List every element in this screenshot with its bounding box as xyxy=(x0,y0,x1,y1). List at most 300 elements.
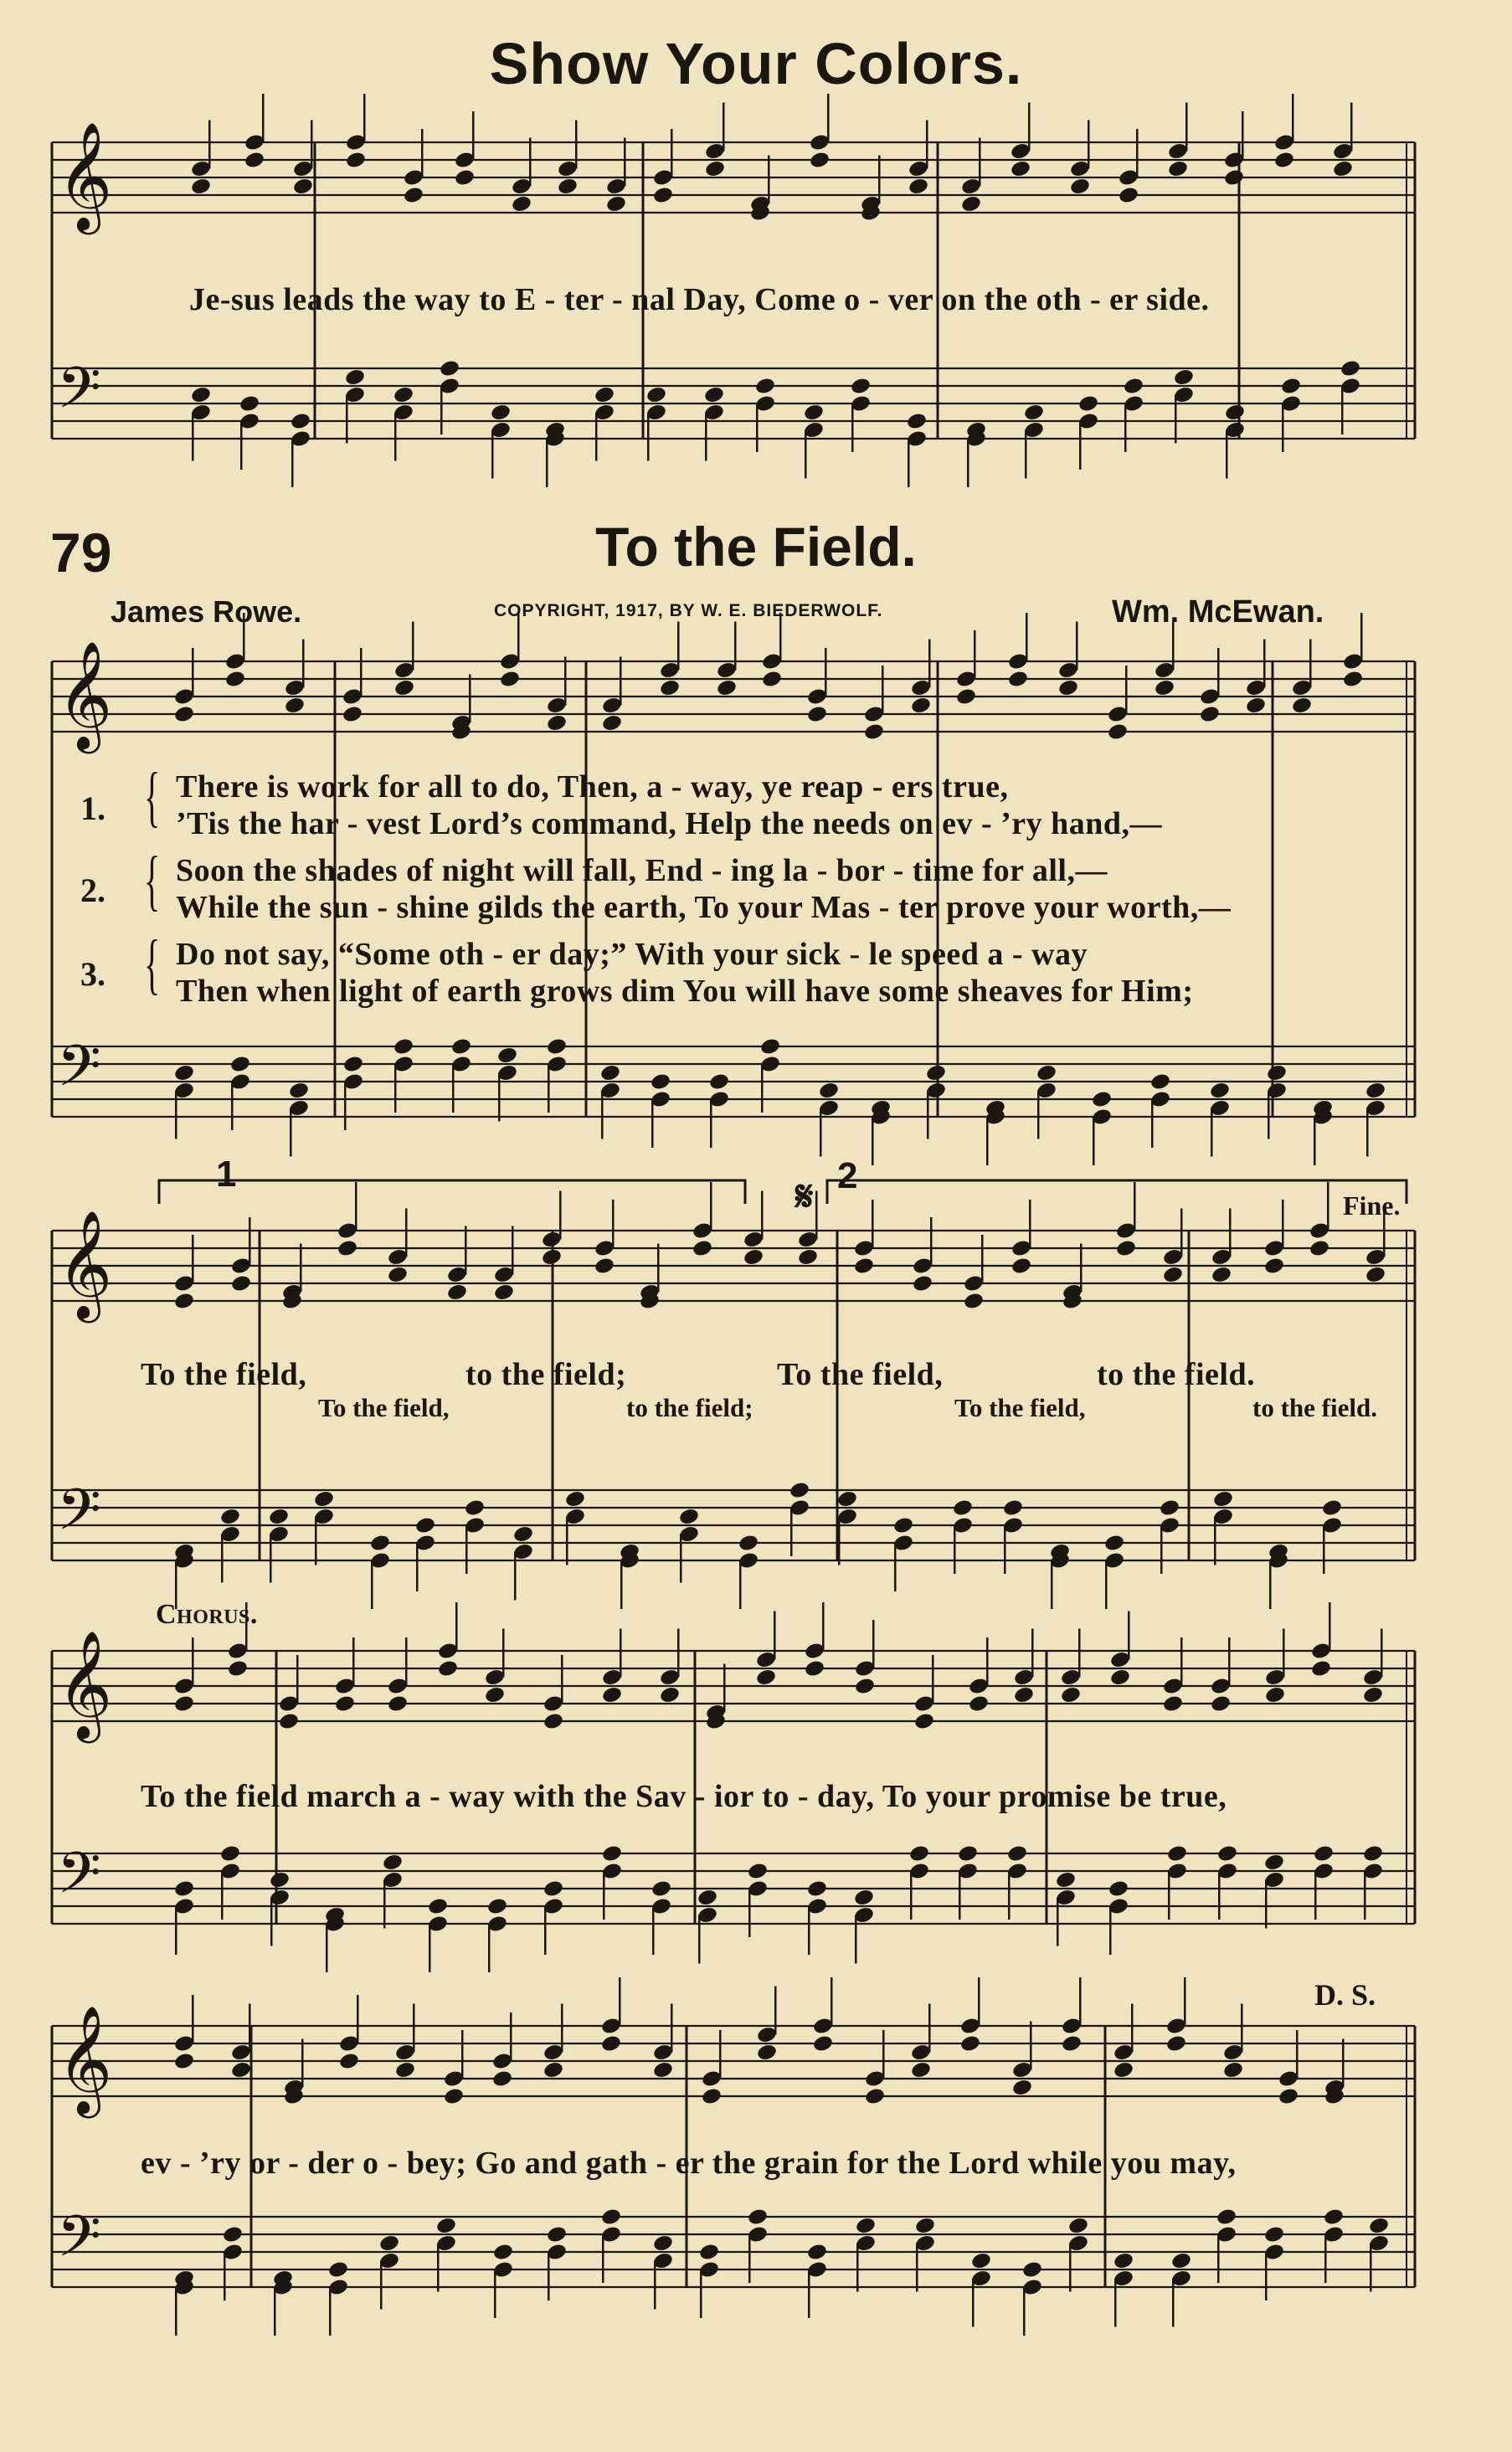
note-stem xyxy=(1184,1977,1186,2026)
refrain-bass-lyric: To the field, xyxy=(318,1393,450,1422)
note-stem xyxy=(1241,2004,1243,2053)
notehead xyxy=(288,1081,310,1100)
first-ending-bracket xyxy=(159,1180,745,1204)
note-stem xyxy=(932,1655,934,1704)
note-stem xyxy=(413,2004,415,2053)
notehead xyxy=(1010,159,1031,178)
note-stem xyxy=(654,2261,656,2310)
notehead xyxy=(239,394,260,414)
note-stem xyxy=(1175,395,1177,444)
note-stem xyxy=(710,1099,712,1148)
note-stem xyxy=(502,1629,505,1678)
note-stem xyxy=(1026,613,1028,661)
refrain-bass-lyric: To the field, xyxy=(954,1393,1086,1422)
notehead xyxy=(393,678,415,697)
notehead xyxy=(1165,2034,1187,2054)
notehead xyxy=(564,1489,586,1509)
notehead xyxy=(1340,359,1361,378)
notehead xyxy=(484,1685,506,1704)
notehead xyxy=(1011,2078,1033,2097)
notehead xyxy=(1159,1498,1180,1518)
note-stem xyxy=(805,430,807,479)
note-stem xyxy=(429,1924,431,1972)
note-stem xyxy=(719,2030,722,2079)
notehead xyxy=(173,1063,195,1082)
notehead xyxy=(755,1668,777,1687)
note-stem xyxy=(1268,1091,1270,1139)
notehead xyxy=(854,1677,876,1696)
notehead xyxy=(512,1524,534,1544)
note-stem xyxy=(1168,1871,1170,1920)
notehead xyxy=(1263,1853,1285,1872)
note-stem xyxy=(491,430,494,479)
note-stem xyxy=(954,1525,956,1574)
notehead xyxy=(836,1489,858,1509)
notehead xyxy=(1109,1668,1131,1687)
note-stem xyxy=(262,94,265,142)
verse-1-line-1: There is work for all to do, Then, a - way, ye reap - ers true, xyxy=(176,769,1009,804)
note-stem xyxy=(1076,622,1078,671)
note-stem xyxy=(421,129,424,177)
notehead xyxy=(499,670,521,689)
notehead xyxy=(173,1292,195,1311)
treble-clef: 𝄞 xyxy=(57,1630,113,1739)
note-stem xyxy=(1078,1629,1081,1678)
notehead xyxy=(403,186,424,205)
note-stem xyxy=(498,1073,501,1122)
note-stem xyxy=(270,1534,272,1583)
note-stem xyxy=(927,1091,929,1139)
notehead xyxy=(747,1862,769,1881)
notehead xyxy=(394,2060,416,2079)
note-stem xyxy=(756,404,759,452)
notehead xyxy=(912,1274,933,1293)
notehead xyxy=(511,194,532,213)
note-stem xyxy=(1370,2244,1372,2292)
notehead xyxy=(1342,670,1364,689)
notehead xyxy=(450,1037,472,1056)
note-stem xyxy=(548,1064,550,1113)
notehead xyxy=(698,2243,720,2262)
notehead xyxy=(1365,1081,1386,1100)
notehead xyxy=(1069,177,1091,196)
note-stem xyxy=(878,156,881,204)
notehead xyxy=(1057,678,1079,697)
note-stem xyxy=(620,1560,623,1609)
segno-sign: 𝄋 xyxy=(795,1173,814,1220)
note-stem xyxy=(1381,1629,1383,1678)
notehead xyxy=(557,177,579,196)
notehead xyxy=(908,1844,930,1863)
notehead xyxy=(1154,678,1175,697)
note-stem xyxy=(774,1987,777,2035)
notehead xyxy=(652,2234,674,2253)
note-stem xyxy=(469,675,471,723)
note-stem xyxy=(677,622,680,671)
notehead xyxy=(1291,696,1313,715)
notehead xyxy=(446,1283,468,1302)
note-stem xyxy=(790,1508,793,1556)
note-stem xyxy=(488,1924,491,1972)
notehead xyxy=(1007,670,1029,689)
notehead xyxy=(1280,377,1302,396)
notehead xyxy=(697,1888,718,1907)
notehead xyxy=(1006,1844,1028,1863)
notehead xyxy=(678,1507,700,1526)
note-stem xyxy=(394,1064,397,1113)
note-stem xyxy=(360,648,363,697)
notehead xyxy=(650,1072,671,1092)
note-stem xyxy=(1342,2039,1345,2088)
notehead xyxy=(313,1489,335,1509)
note-stem xyxy=(465,1525,468,1574)
notehead xyxy=(546,2225,568,2244)
notehead xyxy=(645,385,667,404)
note-stem xyxy=(882,666,884,714)
notehead xyxy=(1123,377,1144,396)
note-stem xyxy=(851,404,854,452)
notehead xyxy=(743,1247,764,1267)
notehead xyxy=(659,1685,681,1704)
note-stem xyxy=(651,1099,654,1148)
notehead xyxy=(227,1659,249,1678)
note-stem xyxy=(680,1534,682,1583)
treble-clef: 𝄞 xyxy=(57,1210,113,1319)
notehead xyxy=(960,194,982,213)
treble-clef: 𝄞 xyxy=(57,640,113,749)
notehead xyxy=(812,2034,834,2054)
notehead xyxy=(1362,1844,1384,1863)
notehead xyxy=(414,1516,436,1535)
second-ending-bracket xyxy=(827,1180,1407,1204)
verse-number: 1. xyxy=(80,789,105,827)
notehead xyxy=(1061,2034,1083,2054)
note-stem xyxy=(979,138,981,187)
notehead xyxy=(342,1055,364,1074)
note-stem xyxy=(601,1091,604,1139)
note-stem xyxy=(514,1552,517,1601)
note-stem xyxy=(291,439,294,487)
note-stem xyxy=(437,2244,440,2292)
notehead xyxy=(230,2060,252,2079)
note-stem xyxy=(1037,1091,1040,1139)
notehead xyxy=(659,678,681,697)
note-stem xyxy=(1057,1898,1059,1946)
note-stem xyxy=(344,1082,347,1130)
notehead xyxy=(1212,1489,1234,1509)
note-stem xyxy=(1079,1977,1082,2026)
notehead xyxy=(1313,1844,1335,1863)
notehead xyxy=(853,1257,875,1276)
bass-clef: 𝄢 xyxy=(57,1478,101,1557)
note-stem xyxy=(1214,1517,1216,1565)
note-stem xyxy=(1329,1602,1331,1651)
notehead xyxy=(268,1507,290,1526)
notehead xyxy=(1108,1879,1129,1899)
note-stem xyxy=(546,439,548,487)
note-stem xyxy=(1125,666,1128,714)
note-stem xyxy=(855,1915,857,1964)
note-stem xyxy=(967,439,969,487)
notehead xyxy=(955,687,977,707)
notehead xyxy=(543,1712,564,1731)
note-stem xyxy=(249,2004,251,2053)
note-stem xyxy=(1136,129,1139,177)
notehead xyxy=(797,1247,819,1267)
note-stem xyxy=(1292,94,1294,142)
notehead xyxy=(1060,1685,1082,1704)
second-ending-number: 2 xyxy=(837,1155,858,1196)
note-stem xyxy=(620,1629,622,1678)
note-stem xyxy=(595,413,598,461)
note-stem xyxy=(768,156,770,204)
notehead xyxy=(387,1265,409,1284)
notehead xyxy=(957,1844,979,1863)
notehead xyxy=(1332,159,1354,178)
notehead xyxy=(1023,403,1045,422)
notehead xyxy=(809,151,831,170)
note-stem xyxy=(761,1191,764,1240)
notehead xyxy=(1077,394,1099,414)
note-stem xyxy=(822,1602,825,1651)
notehead xyxy=(543,2060,564,2079)
notehead xyxy=(1323,2208,1345,2227)
note-stem xyxy=(827,94,830,142)
notehead xyxy=(173,1694,195,1714)
note-stem xyxy=(416,1543,419,1591)
note-stem xyxy=(455,1602,458,1651)
notehead xyxy=(269,1870,291,1889)
notehead xyxy=(382,1853,404,1872)
notehead xyxy=(952,1498,974,1518)
note-stem xyxy=(561,1655,563,1704)
refrain-bass-lyric: to the field; xyxy=(626,1393,753,1422)
notehead xyxy=(1021,2260,1043,2280)
refrain-lyric: to the field. xyxy=(1097,1357,1256,1392)
note-stem xyxy=(1314,1117,1316,1165)
notehead xyxy=(443,2087,465,2106)
notehead xyxy=(378,2234,400,2253)
note-stem xyxy=(620,657,622,706)
notehead xyxy=(703,385,725,404)
note-stem xyxy=(1185,103,1188,152)
notehead xyxy=(754,377,776,396)
note-stem xyxy=(192,648,194,697)
notehead xyxy=(1216,1844,1238,1863)
notehead xyxy=(190,177,212,196)
note-stem xyxy=(208,121,211,169)
notehead xyxy=(290,412,311,431)
note-stem xyxy=(548,2252,550,2300)
note-stem xyxy=(872,1117,874,1165)
notehead xyxy=(219,1844,241,1863)
note-stem xyxy=(671,2004,673,2053)
verse-3-line-1: Do not say, “Some oth - er day;” With your sick - le speed a - way xyxy=(176,937,1088,972)
notehead xyxy=(439,359,460,378)
notehead xyxy=(1264,1685,1286,1704)
note-stem xyxy=(405,1637,408,1686)
notehead xyxy=(850,377,872,396)
notehead xyxy=(1263,2225,1285,2244)
chorus-label: Chorus. xyxy=(156,1599,258,1630)
note-stem xyxy=(296,1655,299,1704)
notehead xyxy=(761,670,783,689)
note-stem xyxy=(1031,1629,1034,1678)
notehead xyxy=(490,403,512,422)
notehead xyxy=(224,670,246,689)
notehead xyxy=(600,2208,622,2227)
verse-number: 3. xyxy=(80,955,105,993)
dal-segno-marking: D. S. xyxy=(1314,1978,1376,2012)
hymn-title: To the Field. xyxy=(595,516,917,578)
notehead xyxy=(1362,1685,1384,1704)
note-stem xyxy=(559,1191,562,1240)
notehead xyxy=(925,1063,947,1082)
notehead xyxy=(292,177,314,196)
notehead xyxy=(546,713,568,733)
note-stem xyxy=(671,129,673,177)
note-stem xyxy=(192,1995,194,2043)
notehead xyxy=(908,177,929,196)
notehead xyxy=(1210,1694,1232,1714)
note-stem xyxy=(405,1209,408,1257)
verse-2-line-1: Soon the shades of night will fall, End - ing la - bor - time for all,— xyxy=(176,853,1108,888)
notehead xyxy=(1067,2216,1089,2235)
notehead xyxy=(1310,1659,1332,1678)
notehead xyxy=(1013,1685,1035,1704)
note-stem xyxy=(311,121,313,169)
notehead xyxy=(594,385,615,404)
notehead xyxy=(756,2043,778,2062)
notehead xyxy=(1113,2060,1134,2079)
note-stem xyxy=(1218,1871,1221,1920)
verse-number: 2. xyxy=(80,871,105,909)
notehead xyxy=(454,168,476,188)
notehead xyxy=(1011,1257,1032,1276)
note-stem xyxy=(1327,1182,1329,1231)
note-stem xyxy=(352,1637,355,1686)
note-stem xyxy=(1364,1871,1366,1920)
note-stem xyxy=(1134,1182,1136,1231)
note-stem xyxy=(1360,613,1363,661)
note-stem xyxy=(326,1924,328,1972)
notehead xyxy=(1224,403,1246,422)
note-stem xyxy=(972,2279,975,2327)
note-stem xyxy=(986,1117,989,1165)
chorus-line-2: ev - ’ry or - der o - bey; Go and gath - er the grain for the Lord while you may, xyxy=(141,2146,1237,2181)
note-stem xyxy=(974,630,976,679)
note-stem xyxy=(831,1977,833,2026)
note-stem xyxy=(825,648,827,697)
note-stem xyxy=(1269,1560,1272,1609)
note-stem xyxy=(270,1898,273,1946)
note-stem xyxy=(856,2244,859,2292)
notehead xyxy=(652,186,674,205)
note-stem xyxy=(1323,1525,1325,1574)
notehead xyxy=(1209,1081,1231,1100)
notehead xyxy=(338,2052,360,2071)
copyright-notice: COPYRIGHT, 1917, BY W. E. BIEDERWOLF. xyxy=(494,601,883,620)
note-stem xyxy=(302,640,305,688)
note-stem xyxy=(1282,1200,1284,1248)
notehead xyxy=(605,194,627,213)
note-stem xyxy=(619,1977,621,2026)
note-stem xyxy=(710,1182,712,1231)
notehead xyxy=(601,1685,623,1704)
notehead xyxy=(486,1897,508,1916)
note-stem xyxy=(510,2012,512,2061)
note-stem xyxy=(452,1064,455,1113)
bass-clef: 𝄢 xyxy=(57,356,101,435)
note-stem xyxy=(1229,1209,1232,1257)
note-stem xyxy=(1228,1637,1231,1686)
notehead xyxy=(1365,1265,1386,1284)
note-stem xyxy=(363,94,366,142)
notehead xyxy=(345,151,367,170)
note-stem xyxy=(564,657,567,706)
notehead xyxy=(1091,1090,1113,1109)
note-stem xyxy=(748,1889,751,1937)
notehead xyxy=(1368,2216,1390,2235)
notehead xyxy=(334,1694,356,1714)
note-stem xyxy=(734,622,737,671)
notehead xyxy=(600,2034,622,2054)
note-stem xyxy=(981,1235,984,1283)
notehead xyxy=(806,2243,828,2262)
notehead xyxy=(701,2087,723,2106)
notehead xyxy=(1107,722,1129,742)
note-stem xyxy=(1324,2234,1327,2283)
note-stem xyxy=(224,2252,226,2300)
notehead xyxy=(173,705,195,724)
note-stem xyxy=(329,2287,332,2336)
note-stem xyxy=(698,1915,701,1964)
notehead xyxy=(692,1239,713,1258)
note-stem xyxy=(930,1217,933,1266)
note-stem xyxy=(1080,1244,1083,1293)
note-stem xyxy=(231,1082,234,1130)
note-stem xyxy=(1151,1099,1154,1148)
notehead xyxy=(803,403,825,422)
notehead xyxy=(747,2208,769,2227)
notehead xyxy=(910,2060,932,2079)
note-stem xyxy=(624,138,626,187)
note-stem xyxy=(1314,1871,1317,1920)
notehead xyxy=(1162,1694,1184,1714)
notehead xyxy=(344,368,366,387)
note-stem xyxy=(657,1244,660,1293)
note-stem xyxy=(815,1191,818,1240)
notehead xyxy=(541,1247,563,1267)
note-stem xyxy=(1131,2004,1134,2053)
notehead xyxy=(759,1037,781,1056)
note-stem xyxy=(300,1244,302,1293)
notehead xyxy=(906,412,928,431)
notehead xyxy=(963,1292,985,1311)
notehead xyxy=(652,2060,674,2079)
note-stem xyxy=(575,121,578,169)
notehead xyxy=(1309,1239,1330,1258)
notehead xyxy=(1199,705,1221,724)
note-stem xyxy=(872,1620,875,1668)
verse-brace: { xyxy=(144,844,161,918)
notehead xyxy=(435,2216,457,2235)
note-stem xyxy=(1160,1525,1163,1574)
note-stem xyxy=(394,413,397,461)
notehead xyxy=(244,151,265,170)
treble-clef: 𝄞 xyxy=(57,2005,113,2114)
notehead xyxy=(190,385,212,404)
